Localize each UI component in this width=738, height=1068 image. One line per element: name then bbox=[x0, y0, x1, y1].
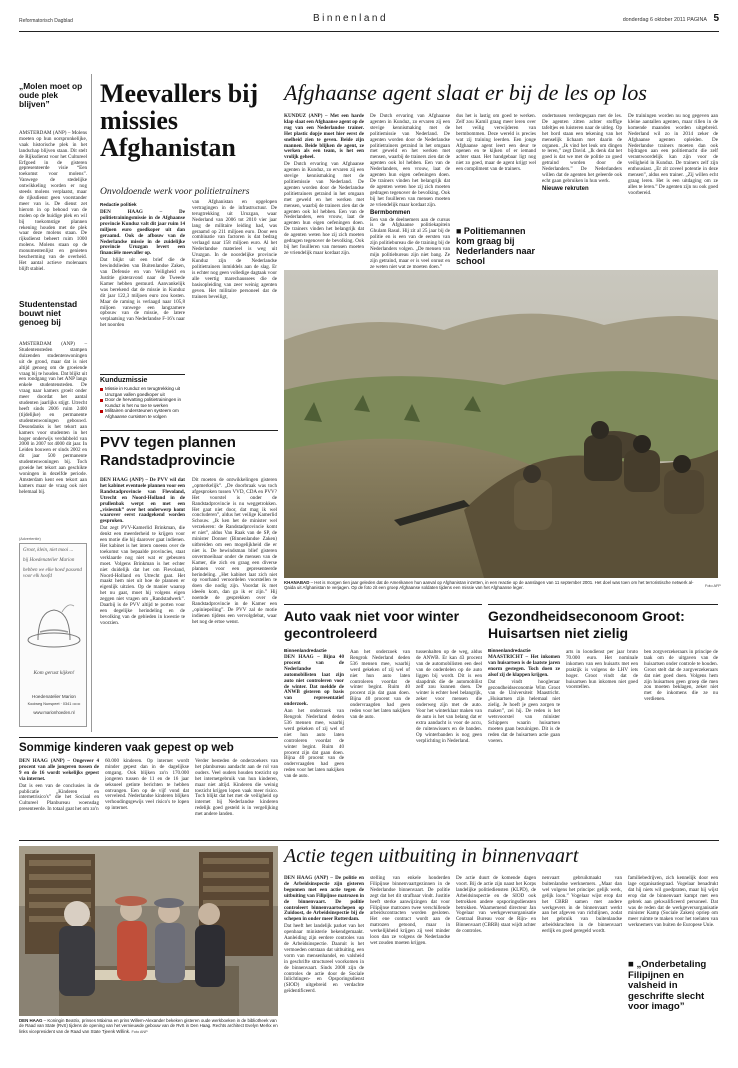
hat-illustration bbox=[24, 588, 84, 658]
huisartsen-col-1 bbox=[488, 654, 560, 744]
uitbuiting-body-1: Dat heeft het landelijk parket van het openbaar ministerie bekendgemaakt. Aanleiding zijn eerdere controles van de Arbeidsinspectie. Daaruit is het vermoeden ontstaan dat uitbuiting, een vorm van mensenhandel, en valsheid in geschrifte structureel voorkomen in de binnenvaart. Sinds 2008 zijn de controles de actie door de Sociale Inlichtingen- en Opsporingsdienst (SIOD) uitgebreid en verdachte geïdentificeerd. bbox=[284, 923, 364, 995]
masthead bbox=[19, 13, 719, 29]
agent-col-2 bbox=[370, 113, 450, 270]
pvv-lead: DEN HAAG (ANP) – De PVV wil dat het kabinet eventuele plannen voor een Randstadprovincie van Flevoland, Utrecht en Noord-Holland in de prullenbak werpt en met een „visiestuk” over het onderwerp komt waarover eerst raadgekend worden gesproken. bbox=[100, 477, 185, 525]
afghanistan-photo-credit: Foto AFP bbox=[705, 584, 721, 588]
section-name: Binnenland bbox=[313, 13, 389, 24]
student-headline: Studentenstad bouwt niet genoeg bij bbox=[19, 299, 78, 328]
agent-col-5 bbox=[628, 114, 718, 266]
header-date: donderdag 6 oktober 2011 PAGINA bbox=[622, 17, 707, 23]
auto-top-rule bbox=[284, 604, 482, 605]
main-caption-dateline: KHANABAD bbox=[284, 580, 310, 585]
meevallers-col-1 bbox=[100, 210, 185, 372]
huisartsen-headline: Gezondheidseconoom Groot: Huisartsen niet zielig bbox=[488, 608, 685, 641]
sommige-lead: DEN HAAG (ANP) – Ongeveer 4 procent van alle jongeren tussen de 9 en de 16 wordt wekelijks gepest via internet. bbox=[19, 758, 99, 782]
royal-library-photo bbox=[19, 846, 278, 1016]
uitbuiting-pull-quote: ■ „Onderbetaling Filipijnen en valsheid in geschrifte slecht voor imago” bbox=[628, 959, 707, 1013]
royal-caption-text: – Koningin Beatrix, prinses Máxima en prins Willem-Alexander bekeken gisteren oude werkboeken in de bibliotheek van de Raad van State (RvS) tijdens de opening van het vernieuwde gebouw van de RvS in Den Haag. Rechts architect Evelyn Merkx en links vicepresident van de Raad van State Tjeenk Willink. bbox=[19, 1018, 278, 1034]
agent-body-1b: De Dutch ervaring van Afghaanse agenten in Kunduz, zo ervaren zij een stevige kennismaking met de politiemissie van Nederland. De agenten worden door de Nederlandse politietrainers getraind in het omgaan met geweld en het werken met mensen, waarbij de trainers zien dat de agenten ook lol hebben. Een van de Nederlanders, een vrouw, laat de agenten hun eigen oefeningen doen. De trainers vinden het belangrijk dat de agenten weten hoe zij zich moeten gedragen tegenover de bevolking. Ook bij het fouilleren van mensen moeten ze vriendelijk maar kordaat zijn. bbox=[370, 113, 450, 208]
ad-label: (Advertentie) bbox=[19, 537, 41, 541]
soldiers-hillside-image bbox=[284, 270, 718, 578]
uitbuiting-col-3: De actie duurt de komende dagen voort. Bij de actie zijn naast het Korps landelijke politiediensten (KLPD), de Arbeidsinspectie en de SIOD ook betrokken andere opsporingsdiensten betrokken. Waarnemend directeur Jan Vogelaar van werkgeversorganisatie Centraal Bureau voor de Rijn- en Binnenvaart (CBRB) staat wijdt achter de controles. bbox=[456, 875, 536, 935]
ad-shop-name: Hoedenatelier Marion bbox=[32, 694, 76, 699]
pvv-col-2: Dit moeten de ontwikkelingen gisteren „opmerkelijk”. „De doorbraak was toch afgesproken tussen VVD, CDA en PVV? Het voorstel is onder de Randstadprovincie is nu weggetrokken. Het gaat niet door, dat mag ik wel concluderen”, aldus het veilige Kamerlid Schouw. „Ik ken het de minister wel verzekeren: de Randstadprovincie komt er niet”, aldus Van Raak van de SP, de minister Donner (Binnenlandse Zaken) uitbreiden om een mogelijkheid die er niet is. De bewindsman blief gisteren onvermoeibaar onder de mensen van de Kamer, die zich en graag een diverse plannen voor een gepresenteerde herindeling. „Het kabinet laat zich niet op voorhand veroordelen voorstellen te doen die nodig zijn. Voordat ik met ideeën kom, dan ga ik er zijn.” Hij noemde de gesprekken over de Randstadprovincie in de Kamer een „opiniepeiling”. De PVV zal de motie indienen tijdens een vervolgdebat, waar het nog de ertoe wenst. bbox=[192, 477, 277, 625]
kunduz-box-list bbox=[100, 386, 185, 420]
kunduz-box-item: Missie in Kunduz en terugtrekking uit Uruzgan vallen goedkoper uit bbox=[100, 386, 185, 397]
kunduz-box-title: Kunduzmissie bbox=[100, 377, 148, 384]
huisartsen-top-rule bbox=[488, 604, 718, 605]
huisartsen-col-2: arts in loondienst per jaar bruto 70.000 euro. Het nominale inkomen van een huisarts met een praktijk is volgens de LHV iets hoger. Groot vindt dat de huisartsen hun inkomen niet goed voorstellen. bbox=[566, 649, 638, 691]
main-caption-text: – Het is morgen tien jaar geleden dat de Amerikanen hun aanval op Afghanistan inzetten, in een reactie op de aanslagen van 11 september 2001. Het doel was toen om het terroristische netwerk al-Qaida uit Afghanistan te verjagen. Op de foto zit een groep Afghaanse soldaten tijdens een missie van het Afghaanse leger. bbox=[284, 580, 694, 591]
agent-body-2: Een van de deelnemers aan de cursus is de Afghaanse politiekapitein Ghulam Rasul. Hij zit al 25 jaar bij de politie en is een van de eersten van zijn politiebureau die de training bij de Nederlanders volgen. „De mensen van mijn politiebureau zijn niet bang. Ze zijn getraind, maar er is veel onrust en ze weten niet wat ze moeten doen.” bbox=[370, 216, 450, 270]
header-rule bbox=[19, 31, 719, 32]
ad-caption: Kom gerust kijken! bbox=[33, 670, 75, 676]
uitbuiting-lead: DEN HAAG (ANP) – De politie en de Arbeidsinspectie zijn gisteren begonnen met een actie tegen de uitbuiting van Filipijnse matrozen in de binnenvaart. De politie controleert binnenvaartschepen op Zuidoost, de Arbeidsinspectie bij de schepen in onder meer Rotterdam. bbox=[284, 875, 364, 923]
kunduz-box-item: Militairen ondersteunen systeem om Afghaanse cursisten te volgen bbox=[100, 408, 185, 419]
huisartsen-lead: MAASTRICHT – Het inkomen van huisartsen is de laatste jaren enorm gestegen. Toch doen ze alsof zij de klappen krijgen. bbox=[488, 654, 560, 678]
student-body: AMSTERDAM (ANP) – Studentensteden stampen duizenden studentenwoningen uit de grond, maar dat is niet altijd genoeg om de groeiende vraag bij te houden. Dat blijkt uit een rondgang van het ANP langs enkele studentensteden. De vraag naar kamers groeit onder meer doordat het aantal studenten jaarlijks stijgt. Utrecht heeft sinds 2006 ruim 2400 (tijdelijke) en permanente studentenwoningen gebouwd. Desondanks is het tekort aan kamers voor studenten in het hoger onderwijs verdubbeld van 2000 in 2007 tot 4000 dit jaar. In Leiden bouwen er sinds 2002 en dit jaar 500 permanente studentenwoningen bij. Toch groeide het tekort aan geschikte woningen in dezelfde periode. Amsterdam kent een tekort aan kamers maar de vraag ook niet helemaal bij. bbox=[19, 341, 87, 495]
pvv-headline: PVV tegen plannen Randstadprovincie bbox=[100, 434, 236, 469]
sommige-top-rule bbox=[19, 737, 278, 738]
agent-col-3 bbox=[456, 114, 536, 224]
ad-url[interactable]: www.marionhoeden.nl bbox=[33, 710, 75, 715]
auto-headline: Auto vaak niet voor winter gecontroleerd bbox=[284, 608, 460, 641]
library-visit-image bbox=[19, 846, 278, 1016]
agent-headline: Afghaanse agent slaat er bij de les op los bbox=[284, 80, 647, 105]
page-number: 5 bbox=[713, 13, 719, 24]
uitbuiting-headline: Actie tegen uitbuiting in binnenvaart bbox=[284, 845, 579, 867]
bottom-section-rule bbox=[19, 840, 719, 841]
kunduz-box-item: Door de hervatting politietrainingen in Kunduz is het nu toe te werken bbox=[100, 397, 185, 408]
hat-advertisement[interactable] bbox=[19, 543, 87, 727]
uitbuiting-col-4: nenvaart gebruikmaakt van buitenlandse werknemers. „Maar dan wel volgens het principe: gelijk werk, gelijk loon.” Vogelaar wijst erop dat het CBRB samen met andere werkgevers in de binnenvaart werkt aan het afgeven van richtlijnen, zodat het gebruik van buitenlandse arbeidskrachten in de binnenvaart eerlijk en goed geregeld wordt. bbox=[542, 875, 622, 935]
ad-text-2: bij Hoedenatelier Marion bbox=[23, 558, 75, 563]
agent-col-1 bbox=[284, 114, 364, 266]
meevallers-kicker: Redactie politiek bbox=[100, 202, 137, 207]
meevallers-subhead: Onvoldoende werk voor politietrainers bbox=[100, 186, 250, 197]
huisartsen-body-1: Dat vindt hoogleraar gezondheidseconomie Wim Groot van de Universiteit Maastricht. „Huisartsen zijn helemaal niet zielig. Je hoeft je geen zorgen te maken”, zei hij. De reden is het wetsvoorstel van minister Schippers waarin huisartsen moeten gaan bezuinigen. Dit is de reden dat de huisartsen actie gaan voeren. bbox=[488, 678, 560, 744]
ad-text-3: hebben we elke hoed passend voor elk hoofd bbox=[23, 568, 82, 579]
meevallers-headline: Meevallers bij missies Afghanistan bbox=[100, 79, 259, 162]
agent-subhead-bermbommen: Bermbommen bbox=[370, 209, 411, 216]
sommige-col-3: Verder besteden de onderzoekers van het planbureau aandacht aan de rol van ouders. Veel ouders houden toezicht op het internetgebruik van hun kinderen, maar niet altijd. Kinderen die weinig toezicht krijgen lopen vaak meer risico. Toch blijkt dat het met de veiligheid op internet bij Nederlandse kinderen redelijk goed gesteld is in vergelijking met andere landen. bbox=[195, 758, 278, 818]
agent-col-4 bbox=[542, 114, 622, 266]
huisartsen-kicker: Binnenlandredactie bbox=[488, 648, 531, 653]
agent-lead: KUNDUZ (ANP) – Met een harde klap slaat een Afghaanse agent op de rug van een Nederlandse trainer. Het plastic dopje moet hier eerst de snelheid zien te geven. Beide zijn mannen. Beide blijken de agent, ze werken als een team, is het een vrolijk geheel. bbox=[284, 113, 364, 161]
molen-headline: „Molen moet op oude plek blijven” bbox=[19, 81, 83, 110]
royal-photo-credit: Foto ANP bbox=[131, 1029, 148, 1034]
sommige-headline: Sommige kinderen vaak gepest op web bbox=[19, 742, 234, 754]
afghanistan-photo bbox=[284, 270, 718, 578]
ad-address: Kooiweg Nunspeet · 0341 •••••• bbox=[27, 702, 81, 706]
ad-text-1: Groot, klein, niet mooi ... bbox=[23, 548, 74, 553]
pvv-top-rule bbox=[100, 430, 278, 431]
paper-name: Reformatorisch Dagblad bbox=[19, 18, 73, 24]
afghanistan-photo-caption bbox=[284, 580, 704, 598]
agent-body-1: De Dutch ervaring van Afghaanse agenten in Kunduz, zo ervaren zij een stevige kennismaking met de politiemissie van Nederland. De agenten worden door de Nederlandse politietrainers getraind in het omgaan met geweld en het werken met mensen, waarbij de trainers zien dat de agenten ook lol hebben. Een van de Nederlanders, een vrouw, laat de agenten hun eigen oefeningen doen. De trainers vinden het belangrijk dat de agenten weten hoe zij zich moeten gedragen tegenover de bevolking. Ook bij het fouilleren van mensen moeten ze vriendelijk maar kordaat zijn. bbox=[284, 161, 364, 256]
meevallers-lead: DEN HAAG – De politietrainingsmissie in de Afghaanse provincie Kunduz valt dit jaar ruim 14 miljoen euro goedkoper uit dan geraamd. Ook de afbouw van de Nederlandse missie in de zuidelijke provincie Uruzgan levert een financiële meevaller op. bbox=[100, 209, 185, 257]
auto-lead: DEN HAAG – Bijna 40 procent van de Nederlandse automobilisten laat zijn auto niet controleren voor de winter. Dat meldde de ANWB gisteren op basis van representatief onderzoek. bbox=[284, 654, 344, 708]
uitbuiting-col-5: familiebedrijven, zich kennelijk door een lage organisatiegraad. Vogelaar benadrukt dat hij niets wil goedpraten, maar hij wijst erop dat de binnenvaart kampt met een gebrek aan gekwalificeerd personeel. Dat was de reden dat de werkgeversorganisatie minister Kamp (Sociale Zaken) opriep om meer ruimte te maken voor het toelaten van werknemers van buiten de Europese Unie. bbox=[628, 875, 718, 929]
auto-body-1: Aan het onderzoek van Rengrok Nederland deden 536 mensen mee, waarbij werd gekeken of zij wel of niet hun auto laten controleren voordat de winter begint. Ruim 40 procent zijn dat gaan doen. Bijna 40 procent van de ondervraagden had geen reden voor het laten nakijken van de auto. bbox=[284, 708, 344, 780]
molen-body: AMSTERDAM (ANP) – Molens moeten op hun oorspronkelijke, vaak historische plek in het landschap blijven staan. Dit stelt de Rijksdienst voor het Cultureel Erfgoed in de gisteren gepresenteerde visie “Een toekomst voor molens”. Vanwege de stedelijke ontwikkeling worden er nog steeds molens verplaatst, maar de rijksdienst geen voorstander meer van is. De dienst zet hierom in op behoud van de molen op de huidige plek en wil bij toekomstige plannen rekening houden met de plek waar deze molens staan. De rijksdienst beheert ruim 1000 molens. Molens staan op de monumentenlijst en genieten bescherming van de overheid. Het aantal actieve molenaars blijft stabiel. bbox=[19, 130, 87, 272]
agent-pull-quote: ■ Politiemannen kom graag bij Nederlanders naar school bbox=[456, 226, 536, 266]
sommige-col-2: 60.000 kinderen. Op internet wordt minder gepest dan in de dagelijkse omgang. Ook blijken zo'n 170.000 jongeren tussen de 11 en de 16 jaar seksueel getinte berichten te hebben ontvangen. Een op de vijf vond dat vervelend. Nederlandse kinderen blijken verhoudingsgewijs veel risico's te lopen op internet. bbox=[105, 758, 189, 812]
pvv-col-1 bbox=[100, 478, 185, 700]
sommige-col-1 bbox=[19, 759, 99, 837]
pvv-body-1: Dat zegt PVV-Kamerlid Brinkman, die denkt een meerderheid te krijgen voor een motie die hij daarover gaat indienen. Het kabinet is het intern oneens over de toekomst van bepaalde provincies, staat verklaarde nog niet wat er gebeuren moet. Volgens Brinkman is het echter niet duidelijk dat het om Flevoland, Noord-Holland en Utrecht gaat. Het maakt hem niet uit hoe de plannen er eigenlijk uitzien. Op de manier waarop het nu gaat, moet hij volgens eigen zeggen niet vragen om „Randstadwerk”. Daarbij is de PVV altijd te porten voor een degelijke herindeling en de bevolking van de gebieden in kwestie te voorzien. bbox=[100, 525, 185, 626]
kunduz-fact-box bbox=[100, 374, 185, 424]
agent-body-3: dus het is lastig om goed te werken. Zelf zou Kamil graag meer leren over het veilig verwijderen van bermbommen. Deze wereld is precies wat zij training leerden. Een jonge Afghaanse agent leert een deur te openen en te kijken of er iemand achter staat. Het handgebaar ligt nog niet zo goed, maar de agent krijgt wel een compliment van de trainers. bbox=[456, 113, 536, 173]
uitbuiting-col-1 bbox=[284, 876, 364, 1046]
meevallers-col-2: van Afghanistan en opgelopen vertragingen in de infrastructuur. De terugtrekking uit Uruzgan, waar Nederland van 2006 tot 2010 vier jaar lang de militaire leiding had, was geraamd op 211 miljoen euro. Door een combinatie van factoren is dat bedrag verlaagd naar 158 miljoen euro. Al het Nederlandse materieel is weg uit Uruzgan. In de noordelijke provincie Kunduz zijn de Nederlandse politietrainers inmiddels aan de slag. Er is echter nog geen volledige dagtaak voor alle veertig marechaussees die de basisopleiding van zeer weinig agenten geven. Het militaire personeel dat de trainers beveiligt, bbox=[192, 199, 277, 300]
royal-photo-caption bbox=[19, 1018, 278, 1046]
agent-body-4: ondertussen verdergegaan met de les. De agenten zitten achter stoffige tafeltjes en luisteren naar de uitleg. Op het bord staan een tekening van het menselijk lichaam met daarin de organen. „Ik vind het leuk om dingen te leren,” zegt David. „Ik denk dat het goed is dat we met de politie zo goed getraind worden door de Nederlanders.” De Nederlanders willen dat de agenten het geleerde ook echt gaan gebruiken in hun werk. bbox=[542, 113, 622, 184]
left-column-divider bbox=[91, 74, 92, 732]
auto-kicker: Binnenlandredactie bbox=[284, 648, 327, 653]
meevallers-body-1: Dat blijkt uit een brief die de bewindslieden van Buitenlandse Zaken, van Defensie en van Veiligheid en Justitie gisteravond naar de Tweede Kamer hebben gestuurd. Aanvankelijk was berekend dat de missie in Kunduz dit jaar 122,3 miljoen euro zou kosten. Maar de raming is verlaagd naar 105,8 miljoen vanwege een langzamere opbouw van de missie, de latere verplaatsing van Nederlandse F-16's naar het noorden bbox=[100, 257, 185, 329]
royal-caption-dateline: DEN HAAG bbox=[19, 1018, 43, 1023]
auto-col-3: tussenhalten op de weg, aldus de ANWB. Er kan 43 procent van de automobilisten een deel van de onderdelen op de auto liggen bij wordt. Dit is een slaapdruk die de automobilist zelf zou kunnen doen. De winter is echter heel belangrijk, zeker voor mensen die onderweg zijn met de auto. Voor het winterklaar maken van de auto is het van belang dat er extra aandacht is voor de accu, de ruitenwissers en de banden. Op winterbanden is nog geen verplichting in Nederland. bbox=[416, 649, 482, 744]
sommige-body-1: Dat is een van de conclusies in de publicatie „Kinderen en internetrisico's” die het Sociaal en Cultureel Planbureau woensdag presenteerde. In totaal gaat het om zo'n bbox=[19, 782, 99, 813]
agent-body-5: De trainingen worden nu nog gegeven aan kleine aantallen agenten, maar rillen in de komende maanden worden uitgebreid. Nederland wil zo in 2014 zeker de Afghaanse agenten opleiden. De Nederlandse trainers moeten dan ook bijdragen aan een politiemacht die zelf verantwoordelijk kan zijn voor de veiligheid in Kunduz. De trainers zelf zijn enthousiast. „Er zit zoveel potentie in deze mensen”, aldus een trainer. „Zij willen echt graag leren. Het is een uitdaging om ze alles te leren.” De agenten zijn nu ook goed voorbereid. bbox=[628, 113, 718, 196]
uitbuiting-col-2: stelling van enkele honderden Filipijnse binnenvaartgezinnen in de Nederlandse binnenvaart. De politie zegt dat het dit strafbaar vindt. Justitie heeft sterke aanwijzingen dat voor Filipijnse matrozen twee verschillende arbeidscontracten worden gesloten. Het ene contract wordt aan de matrozen getoond, maar in werkelijkheid krijgen zij veel minder loon dan ze volgens de Nederlandse wet zouden moeten krijgen. bbox=[370, 875, 450, 946]
huisartsen-col-3: ben zorgverzekeraars in principe de taak om de uitgaven van de huisartsen onder controle te houden. Groot stelt dat de zorgverzekeraars dat niet goed doen. Volgens hem zijn huisartsen geen groep die men zou moeten beklagen, zeker niet met de inkomens die ze nu verdienen. bbox=[644, 649, 718, 703]
agent-subhead-rekruten: Nieuwe rekruten bbox=[542, 185, 589, 192]
auto-col-1 bbox=[284, 654, 344, 780]
auto-col-2: Aan het onderzoek van Rengrok Nederland deden 536 mensen mee, waarbij werd gekeken of zij wel of niet hun auto laten controleren voordat de winter begint. Ruim 40 procent zijn dat gaan doen. Bijna 40 procent van de ondervraagden had geen reden voor het laten nakijken van de auto. bbox=[350, 649, 410, 720]
